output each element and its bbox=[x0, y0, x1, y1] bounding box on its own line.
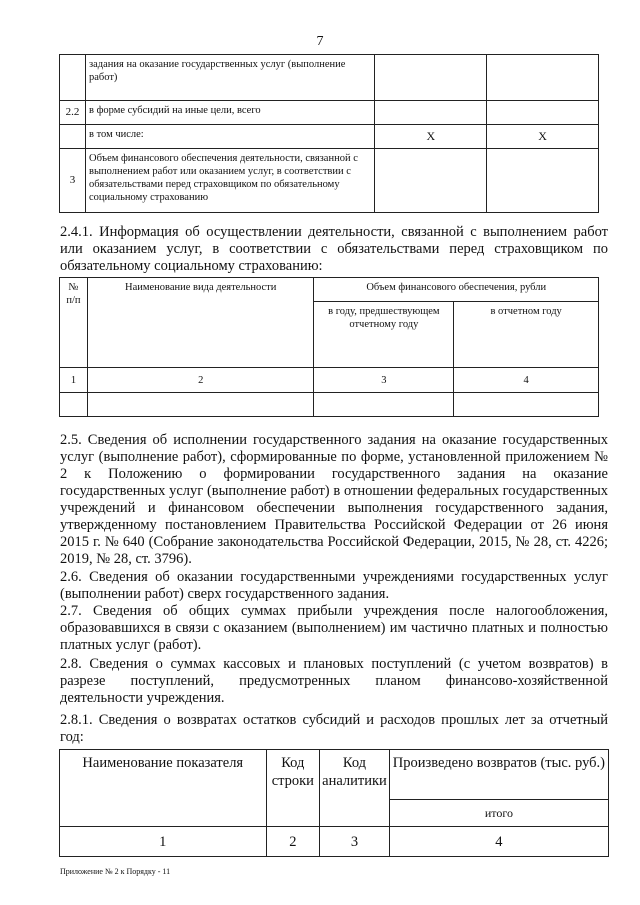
row-cell bbox=[375, 101, 487, 125]
header-total: итого bbox=[389, 800, 608, 827]
header-current-year: в отчетном году bbox=[454, 302, 599, 368]
header-indicator: Наименование показателя bbox=[60, 750, 267, 827]
table-row bbox=[60, 149, 599, 213]
paragraph-2-8-1: 2.8.1. Сведения о возвратах остатков субсидий и расходов прошлых лет за отчетный год: bbox=[60, 712, 608, 745]
row-number: 2.2 bbox=[60, 101, 86, 125]
index-cell: 4 bbox=[389, 827, 608, 857]
header-analytic-code: Код аналитики bbox=[320, 750, 390, 827]
paragraph-2-4-1: 2.4.1. Информация об осуществлении деятельности, связанной с выполнением работ или оказанием услуг, в соответствии с обязательствами перед страховщиком по обязательному социальному страхованию: bbox=[60, 224, 608, 274]
index-cell: 2 bbox=[266, 827, 320, 857]
footer-note: Приложение № 2 к Порядку - 11 bbox=[60, 867, 171, 876]
row-cell bbox=[487, 101, 599, 125]
index-cell: 1 bbox=[60, 368, 88, 393]
empty-cell bbox=[87, 393, 314, 417]
table-row bbox=[60, 125, 599, 149]
row-number bbox=[60, 125, 86, 149]
row-cell bbox=[487, 149, 599, 213]
header-row-code: Код строки bbox=[266, 750, 320, 827]
paragraph-2-5: 2.5. Сведения об исполнении государственного задания на оказание государственных услуг (выполнение работ), сформированные по форме, установленной приложением № 2 к Положению о формировании государственного задания на оказание государственных услуг (выполнение работ) в отношении федеральных государственных учреждений и финансовом обеспечении выполнения государственного задания, утвержденному постановлением Правительства Российской Федерации от 26 июня 2015 г. № 640 (Собрание законодательства Российской Федерации, 2015, № 28, ст. 4226; 2019, № 28, ст. 3796). bbox=[60, 432, 608, 567]
row-cell: X bbox=[375, 125, 487, 149]
paragraph-2-8: 2.8. Сведения о суммах кассовых и плановых поступлений (с учетом возвратов) в разрезе поступлений, предусмотренных планом финансово-хозяйственной деятельности учреждения. bbox=[60, 656, 608, 706]
index-cell: 3 bbox=[314, 368, 454, 393]
finance-table bbox=[59, 54, 599, 213]
row-cell bbox=[375, 55, 487, 101]
index-cell: 2 bbox=[87, 368, 314, 393]
row-number bbox=[60, 55, 86, 101]
header-prev-year: в году, предшествующем отчетному году bbox=[314, 302, 454, 368]
table-row bbox=[60, 101, 599, 125]
header-name: Наименование вида деятельности bbox=[87, 278, 314, 368]
row-cell: X bbox=[487, 125, 599, 149]
returns-table bbox=[59, 749, 609, 857]
row-cell bbox=[487, 55, 599, 101]
empty-cell bbox=[60, 393, 88, 417]
table-row bbox=[60, 368, 599, 393]
empty-cell bbox=[454, 393, 599, 417]
empty-cell bbox=[314, 393, 454, 417]
index-cell: 3 bbox=[320, 827, 390, 857]
row-text: задания на оказание государственных услуг (выполнение работ) bbox=[85, 55, 374, 101]
row-text: в форме субсидий на иные цели, всего bbox=[85, 101, 374, 125]
activity-table bbox=[59, 277, 599, 417]
row-text: в том числе: bbox=[85, 125, 374, 149]
header-returns: Произведено возвратов (тыс. руб.) bbox=[389, 750, 608, 800]
page-number: 7 bbox=[316, 34, 324, 49]
header-volume: Объем финансового обеспечения, рубли bbox=[314, 278, 599, 302]
table-row bbox=[60, 827, 609, 857]
row-cell bbox=[375, 149, 487, 213]
row-number: 3 bbox=[60, 149, 86, 213]
index-cell: 1 bbox=[60, 827, 267, 857]
paragraph-2-6: 2.6. Сведения об оказании государственными учреждениями государственных услуг (выполнении работ) сверх государственного задания. bbox=[60, 569, 608, 602]
paragraph-2-7: 2.7. Сведения об общих суммах прибыли учреждения после налогообложения, образовавшихся в связи с оказанием (выполнением) им частично платных и полностью платных услуг (работ). bbox=[60, 603, 608, 653]
header-num: № п/п bbox=[60, 278, 88, 368]
row-text: Объем финансового обеспечения деятельности, связанной с выполнением работ или оказанием услуг, в соответствии с обязательствами перед страховщиком по обязательному социальному страхованию bbox=[85, 149, 374, 213]
table-row bbox=[60, 393, 599, 417]
index-cell: 4 bbox=[454, 368, 599, 393]
table-row bbox=[60, 55, 599, 101]
